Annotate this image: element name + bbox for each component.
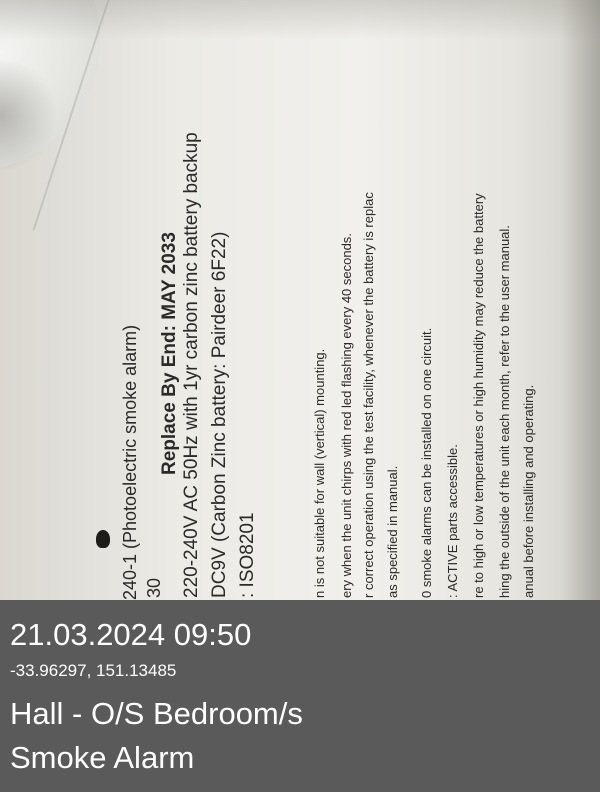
item-label: Smoke Alarm (10, 740, 195, 775)
label-line-standard: : ISO8201 (237, 512, 258, 598)
label-line-warning-6: : ACTIVE parts accessible. (445, 444, 460, 598)
label-line-warning-9: anual before installing and operating. (521, 384, 536, 598)
label-line-warning-1: n is not suitable for wall (vertical) mounting. (312, 348, 327, 598)
label-line-30: 30 (144, 577, 164, 598)
label-line-replace-by: Replace By End: MAY 2033 (159, 232, 180, 475)
timestamp: 21.03.2024 09:50 (10, 617, 252, 652)
label-line-model: 240-1 (Photoelectric smoke alarm) (120, 324, 140, 600)
label-line-warning-7: re to high or low temperatures or high humidity may reduce the battery (471, 193, 486, 598)
gps-coordinates: -33.96297, 151.13485 (10, 661, 177, 680)
label-line-warning-3: r correct operation using the test facility, whenever the battery is replac (361, 192, 376, 598)
label-line-voltage: 220-240V AC 50Hz with 1yr carbon zinc battery backup (181, 132, 202, 598)
location-label: Hall - O/S Bedroom/s (10, 696, 303, 731)
label-line-warning-2: ery when the unit chirps with red led flashing every 40 seconds. (339, 233, 354, 598)
label-line-warning-5: 0 smoke alarms can be installed on one circuit. (419, 327, 434, 598)
label-line-warning-4: as specified in manual. (385, 465, 400, 598)
label-line-battery: DC9V (Carbon Zinc battery: Pairdeer 6F22) (209, 231, 230, 598)
label-line-warning-8: hing the outside of the unit each month, refer to the user manual. (497, 225, 512, 598)
label-notch (96, 530, 110, 548)
